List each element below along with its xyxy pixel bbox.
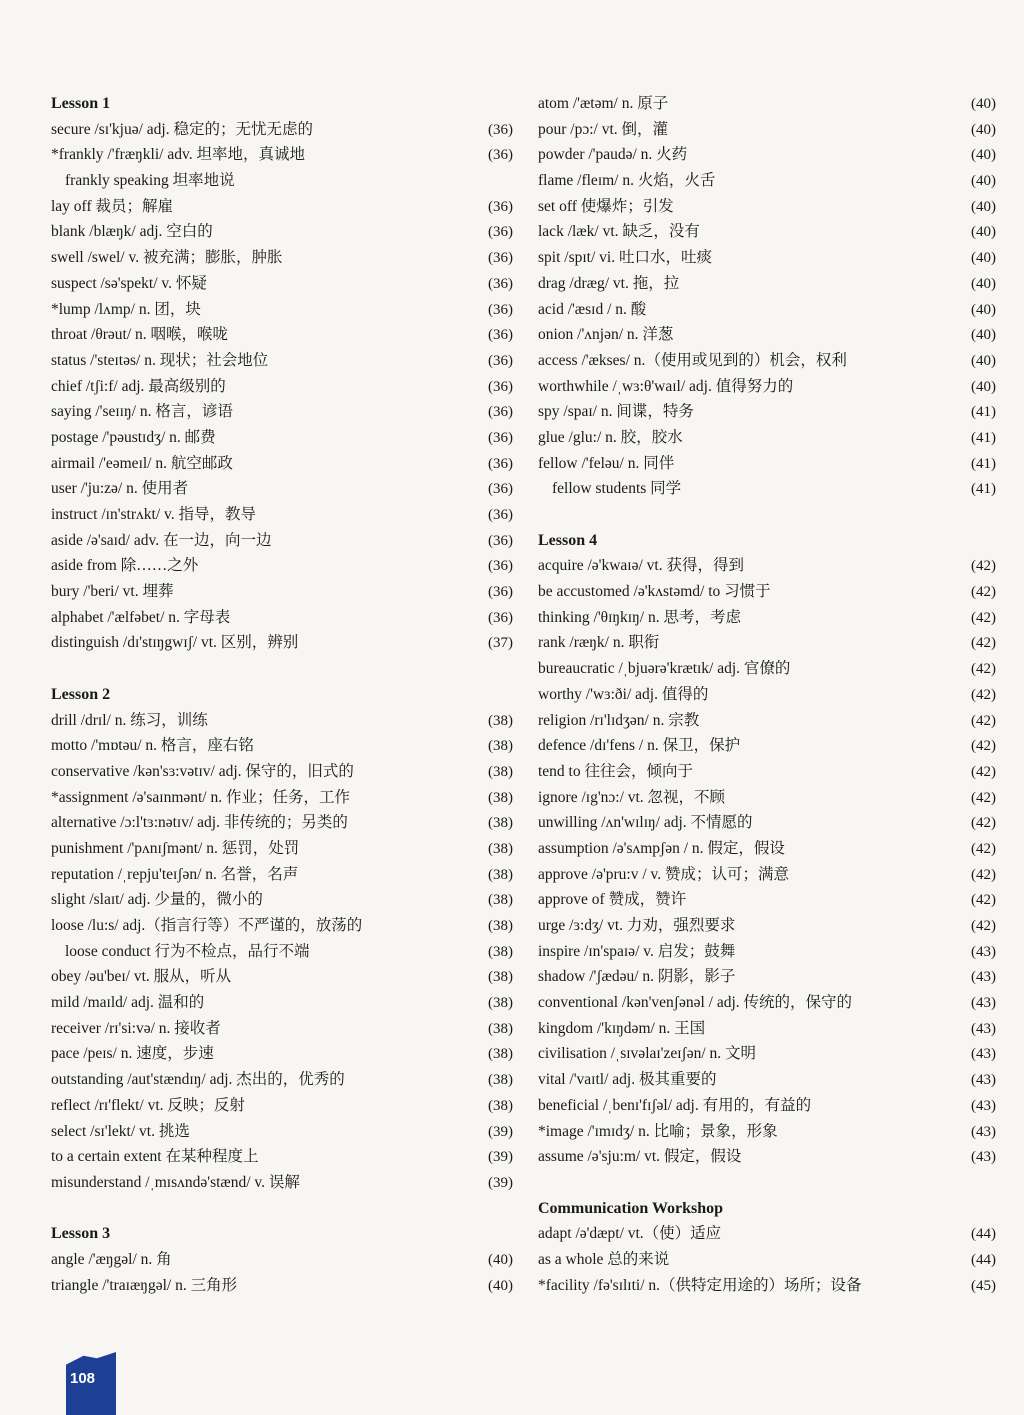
vocab-entry (538, 91, 996, 117)
section-heading: Lesson 4 (538, 531, 598, 549)
page-reference: (41) (971, 455, 996, 472)
page-reference: (43) (971, 1020, 996, 1037)
page-reference: (43) (971, 995, 996, 1012)
page-reference: (38) (488, 738, 513, 755)
vocab-entry (51, 810, 513, 836)
vocab-text: mild /maɪld/ adj. 温和的 (51, 994, 205, 1012)
page-reference: (38) (488, 712, 513, 729)
vocab-text: frankly speaking 坦率地说 (65, 172, 235, 190)
vocab-entry (51, 219, 513, 245)
vocab-text: fellow /'feləu/ n. 同伴 (538, 454, 675, 472)
vocab-entry (51, 502, 513, 528)
vocab-entry (51, 322, 513, 348)
vocab-entry (51, 990, 513, 1016)
page-reference: (36) (488, 429, 513, 446)
vocab-entry (538, 1119, 996, 1145)
page-reference: (39) (488, 1149, 513, 1166)
vocab-entry (51, 1016, 513, 1042)
vocab-text: spy /spaɪ/ n. 间谍，特务 (538, 403, 694, 421)
vocab-text: defence /dɪ'fens / n. 保卫，保护 (538, 737, 741, 755)
vocab-entry (538, 271, 996, 297)
vocab-text: airmail /'eəmeɪl/ n. 航空邮政 (51, 454, 233, 472)
vocab-text: receiver /rɪ'si:və/ n. 接收者 (51, 1019, 221, 1037)
section-gap (538, 502, 996, 528)
vocab-entry (538, 964, 996, 990)
vocab-text: lack /læk/ vt. 缺乏，没有 (538, 223, 700, 241)
page-reference: (38) (488, 815, 513, 832)
page-reference: (42) (971, 866, 996, 883)
vocab-entry (51, 1247, 513, 1273)
page-reference: (42) (971, 738, 996, 755)
vocab-entry (538, 630, 996, 656)
page-reference: (42) (971, 892, 996, 909)
vocab-entry (51, 1170, 513, 1196)
vocab-entry (51, 733, 513, 759)
page-reference: (43) (971, 969, 996, 986)
vocab-entry (538, 322, 996, 348)
page-number: 108 (70, 1370, 96, 1387)
page-reference: (36) (488, 275, 513, 292)
vocab-subentry (51, 939, 513, 965)
vocab-text: throat /θrəut/ n. 咽喉，喉咙 (51, 326, 229, 344)
vocab-text: reflect /rɪ'flekt/ vt. 反映；反射 (51, 1096, 245, 1114)
vocab-entry (538, 553, 996, 579)
vocab-text: punishment /'pʌnɪʃmənt/ n. 惩罚，处罚 (51, 839, 300, 857)
page-reference: (36) (488, 481, 513, 498)
vocab-entry (538, 1041, 996, 1067)
vocab-text: bureaucratic /ˌbjuərə'krætɪk/ adj. 官僚的 (538, 660, 791, 678)
page-reference: (42) (971, 558, 996, 575)
page-reference: (43) (971, 943, 996, 960)
page-reference: (40) (971, 173, 996, 190)
vocab-text: swell /swel/ v. 被充满；膨胀，肿胀 (51, 249, 283, 267)
page-reference: (36) (488, 378, 513, 395)
page-reference: (43) (971, 1123, 996, 1140)
vocab-entry (538, 297, 996, 323)
page-reference: (42) (971, 635, 996, 652)
page-reference: (44) (971, 1226, 996, 1243)
page-reference: (36) (488, 455, 513, 472)
vocab-text: fellow students 同学 (552, 480, 682, 498)
vocab-text: adapt /ə'dæpt/ vt.（使）适应 (538, 1225, 722, 1243)
page-reference: (40) (971, 121, 996, 138)
page-reference: (36) (488, 609, 513, 626)
vocab-entry (538, 1093, 996, 1119)
page-reference: (42) (971, 763, 996, 780)
vocab-text: select /sɪ'lekt/ vt. 挑选 (51, 1122, 190, 1140)
page-reference: (36) (488, 558, 513, 575)
vocab-text: triangle /'traɪæŋgəl/ n. 三角形 (51, 1276, 238, 1294)
vocab-text: slight /slaɪt/ adj. 少量的，微小的 (51, 891, 263, 909)
vocab-entry (51, 630, 513, 656)
page-reference: (40) (971, 327, 996, 344)
vocab-entry (51, 1067, 513, 1093)
section-gap (538, 1170, 996, 1196)
vocab-text: worthwhile /ˌwɜ:θ'waɪl/ adj. 值得努力的 (538, 377, 794, 395)
vocab-entry (538, 759, 996, 785)
vocab-entry (51, 117, 513, 143)
vocab-text: be accustomed /ə'kʌstəmd/ to 习惯于 (538, 583, 771, 601)
page-reference: (36) (488, 147, 513, 164)
vocab-entry (51, 887, 513, 913)
page-reference: (38) (488, 1072, 513, 1089)
vocab-entry (538, 1067, 996, 1093)
vocab-entry (51, 708, 513, 734)
vocab-text: onion /'ʌnjən/ n. 洋葱 (538, 326, 674, 344)
page-reference: (36) (488, 404, 513, 421)
vocab-text: urge /ɜ:dʒ/ vt. 力劝，强烈要求 (538, 917, 736, 934)
vocab-entry (51, 451, 513, 477)
vocab-entry (51, 1119, 513, 1145)
page-reference: (42) (971, 661, 996, 678)
page-reference: (40) (971, 198, 996, 215)
vocab-entry (538, 939, 996, 965)
page-reference: (40) (488, 1277, 513, 1294)
page-reference: (40) (971, 224, 996, 241)
vocab-text: alphabet /'ælfəbet/ n. 字母表 (51, 608, 231, 626)
page-reference: (38) (488, 1097, 513, 1114)
vocab-entry (51, 476, 513, 502)
page-reference: (43) (971, 1072, 996, 1089)
vocab-entry (538, 1247, 996, 1273)
page-reference: (36) (488, 507, 513, 523)
page-reference: (36) (488, 352, 513, 369)
vocab-entry (538, 219, 996, 245)
page-reference: (38) (488, 918, 513, 934)
vocab-text: conventional /kən'venʃənəl / adj. 传统的，保守的 (538, 994, 853, 1012)
vocab-text: unwilling /ʌn'wɪlɪŋ/ adj. 不情愿的 (538, 814, 753, 832)
page-reference: (42) (971, 609, 996, 626)
page-reference: (44) (971, 1251, 996, 1268)
page-reference: (36) (488, 198, 513, 215)
section-gap (51, 656, 513, 682)
vocab-entry (538, 785, 996, 811)
vocab-text: to a certain extent 在某种程度上 (51, 1148, 259, 1166)
vocab-text: drag /dræg/ vt. 拖，拉 (538, 274, 680, 292)
page-reference: (41) (971, 481, 996, 498)
page-reference: (38) (488, 995, 513, 1012)
vocab-text: approve of 赞成，赞许 (538, 891, 687, 909)
vocab-subentry (51, 168, 513, 194)
vocab-text: misunderstand /ˌmɪsʌndə'stænd/ v. 误解 (51, 1173, 300, 1191)
vocab-text: obey /əu'beɪ/ vt. 服从，听从 (51, 968, 232, 986)
page-reference: (38) (488, 866, 513, 883)
vocab-entry (538, 451, 996, 477)
vocab-text: alternative /ɔ:l'tɜ:nətɪv/ adj. 非传统的；另类的 (51, 814, 348, 832)
vocab-entry (538, 348, 996, 374)
page-reference: (42) (971, 584, 996, 601)
vocab-text: aside /ə'saɪd/ adv. 在一边，向一边 (51, 531, 272, 549)
vocab-text: glue /glu:/ n. 胶，胶水 (538, 428, 683, 446)
vocab-text: user /'ju:zə/ n. 使用者 (51, 480, 189, 498)
vocab-entry (51, 862, 513, 888)
page-reference: (38) (488, 1046, 513, 1063)
vocab-entry (538, 1144, 996, 1170)
vocab-entry (51, 553, 513, 579)
page-reference: (36) (488, 121, 513, 138)
vocab-entry (538, 194, 996, 220)
vocab-text: outstanding /aut'stændɪŋ/ adj. 杰出的，优秀的 (51, 1071, 345, 1089)
vocab-entry (538, 1273, 996, 1299)
page-reference: (36) (488, 584, 513, 601)
vocab-entry (51, 964, 513, 990)
vocab-entry (51, 836, 513, 862)
vocab-entry (51, 1093, 513, 1119)
page-reference: (36) (488, 301, 513, 318)
vocab-text: religion /rɪ'lɪdʒən/ n. 宗教 (538, 711, 700, 729)
vocab-entry (538, 682, 996, 708)
vocab-entry (51, 425, 513, 451)
page-reference: (38) (488, 943, 513, 960)
vocab-text: assumption /ə'sʌmpʃən / n. 假定，假设 (538, 839, 785, 857)
page-reference: (38) (488, 763, 513, 780)
vocab-entry (51, 1041, 513, 1067)
vocab-entry (538, 399, 996, 425)
vocab-entry (51, 785, 513, 811)
vocab-text: instruct /ɪn'strʌkt/ v. 指导，教导 (51, 506, 257, 523)
page-reference: (40) (971, 352, 996, 369)
vocab-entry (51, 374, 513, 400)
vocab-entry (538, 142, 996, 168)
page-reference: (40) (971, 275, 996, 292)
vocab-entry (51, 245, 513, 271)
vocab-text: blank /blæŋk/ adj. 空白的 (51, 223, 213, 241)
vocab-text: chief /tʃi:f/ adj. 最高级别的 (51, 377, 226, 395)
vocab-text: approve /ə'pru:v / v. 赞成；认可；满意 (538, 865, 790, 883)
vocab-entry (51, 759, 513, 785)
vocab-entry (538, 708, 996, 734)
vocab-entry (538, 656, 996, 682)
section-heading: Lesson 2 (51, 685, 111, 703)
page-reference: (40) (488, 1251, 513, 1268)
page-reference: (38) (488, 840, 513, 857)
section-heading: Lesson 3 (51, 1225, 111, 1243)
vocab-text: pace /peɪs/ n. 速度，步速 (51, 1045, 214, 1063)
vocab-entry (51, 1144, 513, 1170)
vocab-entry (538, 862, 996, 888)
vocab-text: set off 使爆炸；引发 (538, 197, 674, 215)
page-reference: (42) (971, 789, 996, 806)
vocab-entry (538, 117, 996, 143)
vocab-entry (51, 271, 513, 297)
vocab-subentry (538, 476, 996, 502)
page-reference: (38) (488, 1020, 513, 1037)
vocab-entry (51, 913, 513, 939)
page-reference: (36) (488, 532, 513, 549)
vocab-text: kingdom /'kɪŋdəm/ n. 王国 (538, 1019, 706, 1037)
vocab-entry (538, 168, 996, 194)
vocab-text: thinking /'θɪŋkɪŋ/ n. 思考，考虑 (538, 608, 741, 626)
vocab-text: beneficial /ˌbenɪ'fɪʃəl/ adj. 有用的，有益的 (538, 1096, 812, 1114)
vocab-entry (538, 425, 996, 451)
section-gap (51, 1196, 513, 1222)
vocab-text: bury /'beri/ vt. 埋葬 (51, 583, 174, 601)
vocab-entry (51, 348, 513, 374)
vocab-text: lay off 裁员；解雇 (51, 197, 173, 215)
page-reference: (42) (971, 815, 996, 832)
vocab-text: as a whole 总的来说 (538, 1250, 670, 1268)
vocab-text: worthy /'wɜ:ði/ adj. 值得的 (538, 685, 709, 703)
page-reference: (42) (971, 686, 996, 703)
vocab-text: *frankly /'fræŋkli/ adv. 坦率地，真诚地 (51, 146, 305, 164)
page-reference: (36) (488, 224, 513, 241)
page-reference: (40) (971, 147, 996, 164)
vocab-text: status /'steɪtəs/ n. 现状；社会地位 (51, 351, 269, 369)
vocab-text: suspect /sə'spekt/ v. 怀疑 (51, 274, 207, 292)
vocab-text: ignore /ɪg'nɔ:/ vt. 忽视，不顾 (538, 788, 726, 806)
vocab-text: distinguish /dɪ'stɪŋgwɪʃ/ vt. 区别，辨别 (51, 634, 299, 652)
page-reference: (40) (971, 301, 996, 318)
page-reference: (38) (488, 969, 513, 986)
vocab-entry (538, 733, 996, 759)
page-reference: (43) (971, 1046, 996, 1063)
vocab-text: motto /'mɒtəu/ n. 格言，座右铭 (51, 737, 254, 755)
vocab-text: pour /pɔ:/ vt. 倒，灌 (538, 120, 669, 138)
vocab-entry (538, 605, 996, 631)
vocab-entry (51, 579, 513, 605)
section-heading: Lesson 1 (51, 95, 111, 112)
page-reference: (41) (971, 429, 996, 446)
page-reference: (42) (971, 840, 996, 857)
vocab-entry (538, 1016, 996, 1042)
vocab-text: *assignment /ə'saɪnmənt/ n. 作业；任务，工作 (51, 788, 350, 806)
page-reference: (39) (488, 1174, 513, 1191)
vocab-entry (538, 990, 996, 1016)
vocab-entry (538, 245, 996, 271)
vocab-text: inspire /ɪn'spaɪə/ v. 启发；鼓舞 (538, 942, 736, 960)
vocab-text: *facility /fə'sɪlɪti/ n.（供特定用途的）场所；设备 (538, 1276, 862, 1294)
vocab-text: angle /'æŋgəl/ n. 角 (51, 1250, 172, 1268)
vocab-entry (51, 142, 513, 168)
vocab-text: tend to 往往会，倾向于 (538, 762, 693, 780)
vocab-text: civilisation /ˌsɪvəlaɪ'zeɪʃən/ n. 文明 (538, 1045, 757, 1063)
vocab-entry (538, 579, 996, 605)
page-reference: (43) (971, 1097, 996, 1114)
vocab-text: postage /'pəustɪdʒ/ n. 邮费 (51, 428, 216, 446)
page-reference: (36) (488, 327, 513, 344)
vocab-text: shadow /'ʃædəu/ n. 阴影，影子 (538, 968, 736, 986)
vocab-text: loose /lu:s/ adj.（指言行等）不严谨的，放荡的 (51, 917, 363, 934)
page-reference: (42) (971, 712, 996, 729)
vocab-entry (538, 1221, 996, 1247)
page-reference: (41) (971, 404, 996, 421)
page-reference: (38) (488, 789, 513, 806)
vocab-entry (51, 528, 513, 554)
vocab-text: *image /'ɪmɪdʒ/ n. 比喻；景象，形象 (538, 1122, 778, 1140)
vocab-text: assume /ə'sju:m/ vt. 假定，假设 (538, 1148, 742, 1166)
vocab-text: *lump /lʌmp/ n. 团，块 (51, 300, 201, 318)
vocab-entry (51, 297, 513, 323)
section-heading: Communication Workshop (538, 1199, 724, 1217)
vocab-entry (538, 374, 996, 400)
vocab-text: vital /'vaɪtl/ adj. 极其重要的 (538, 1071, 717, 1089)
vocab-text: powder /'paudə/ n. 火药 (538, 146, 688, 164)
page-reference: (38) (488, 892, 513, 909)
page-reference: (40) (971, 96, 996, 112)
page-reference: (39) (488, 1123, 513, 1140)
right-column (538, 91, 996, 1298)
vocab-text: access /'ækses/ n.（使用或见到的）机会，权利 (538, 351, 847, 369)
page-reference: (40) (971, 378, 996, 395)
vocab-text: saying /'seɪɪŋ/ n. 格言，谚语 (51, 403, 233, 421)
left-column (51, 91, 513, 1298)
vocab-entry (51, 194, 513, 220)
vocab-text: spit /spɪt/ vi. 吐口水，吐痰 (538, 249, 712, 267)
vocab-text: conservative /kən'sɜ:vətɪv/ adj. 保守的，旧式的 (51, 762, 354, 780)
page-reference: (37) (488, 635, 513, 652)
page-reference: (43) (971, 1149, 996, 1166)
vocab-text: acid /'æsɪd / n. 酸 (538, 300, 647, 318)
vocab-text: flame /fleɪm/ n. 火焰，火舌 (538, 172, 716, 190)
vocab-entry (51, 605, 513, 631)
vocab-text: rank /ræŋk/ n. 职衔 (538, 634, 660, 652)
vocab-entry (51, 1273, 513, 1299)
vocab-text: acquire /ə'kwaɪə/ vt. 获得，得到 (538, 557, 744, 575)
vocab-text: aside from 除……之外 (51, 557, 199, 575)
vocab-text: loose conduct 行为不检点，品行不端 (65, 942, 310, 960)
vocab-entry (538, 887, 996, 913)
vocab-entry (538, 836, 996, 862)
page-reference: (45) (971, 1277, 996, 1294)
page-reference: (42) (971, 918, 996, 934)
vocab-text: atom /'ætəm/ n. 原子 (538, 95, 669, 112)
vocab-text: reputation /ˌrepju'teɪʃən/ n. 名誉，名声 (51, 865, 299, 883)
vocab-text: drill /drɪl/ n. 练习，训练 (51, 711, 208, 729)
vocab-text: secure /sɪ'kjuə/ adj. 稳定的；无忧无虑的 (51, 120, 313, 138)
vocab-entry (538, 810, 996, 836)
vocab-entry (538, 913, 996, 939)
page-reference: (36) (488, 250, 513, 267)
page-reference: (40) (971, 250, 996, 267)
vocab-entry (51, 399, 513, 425)
